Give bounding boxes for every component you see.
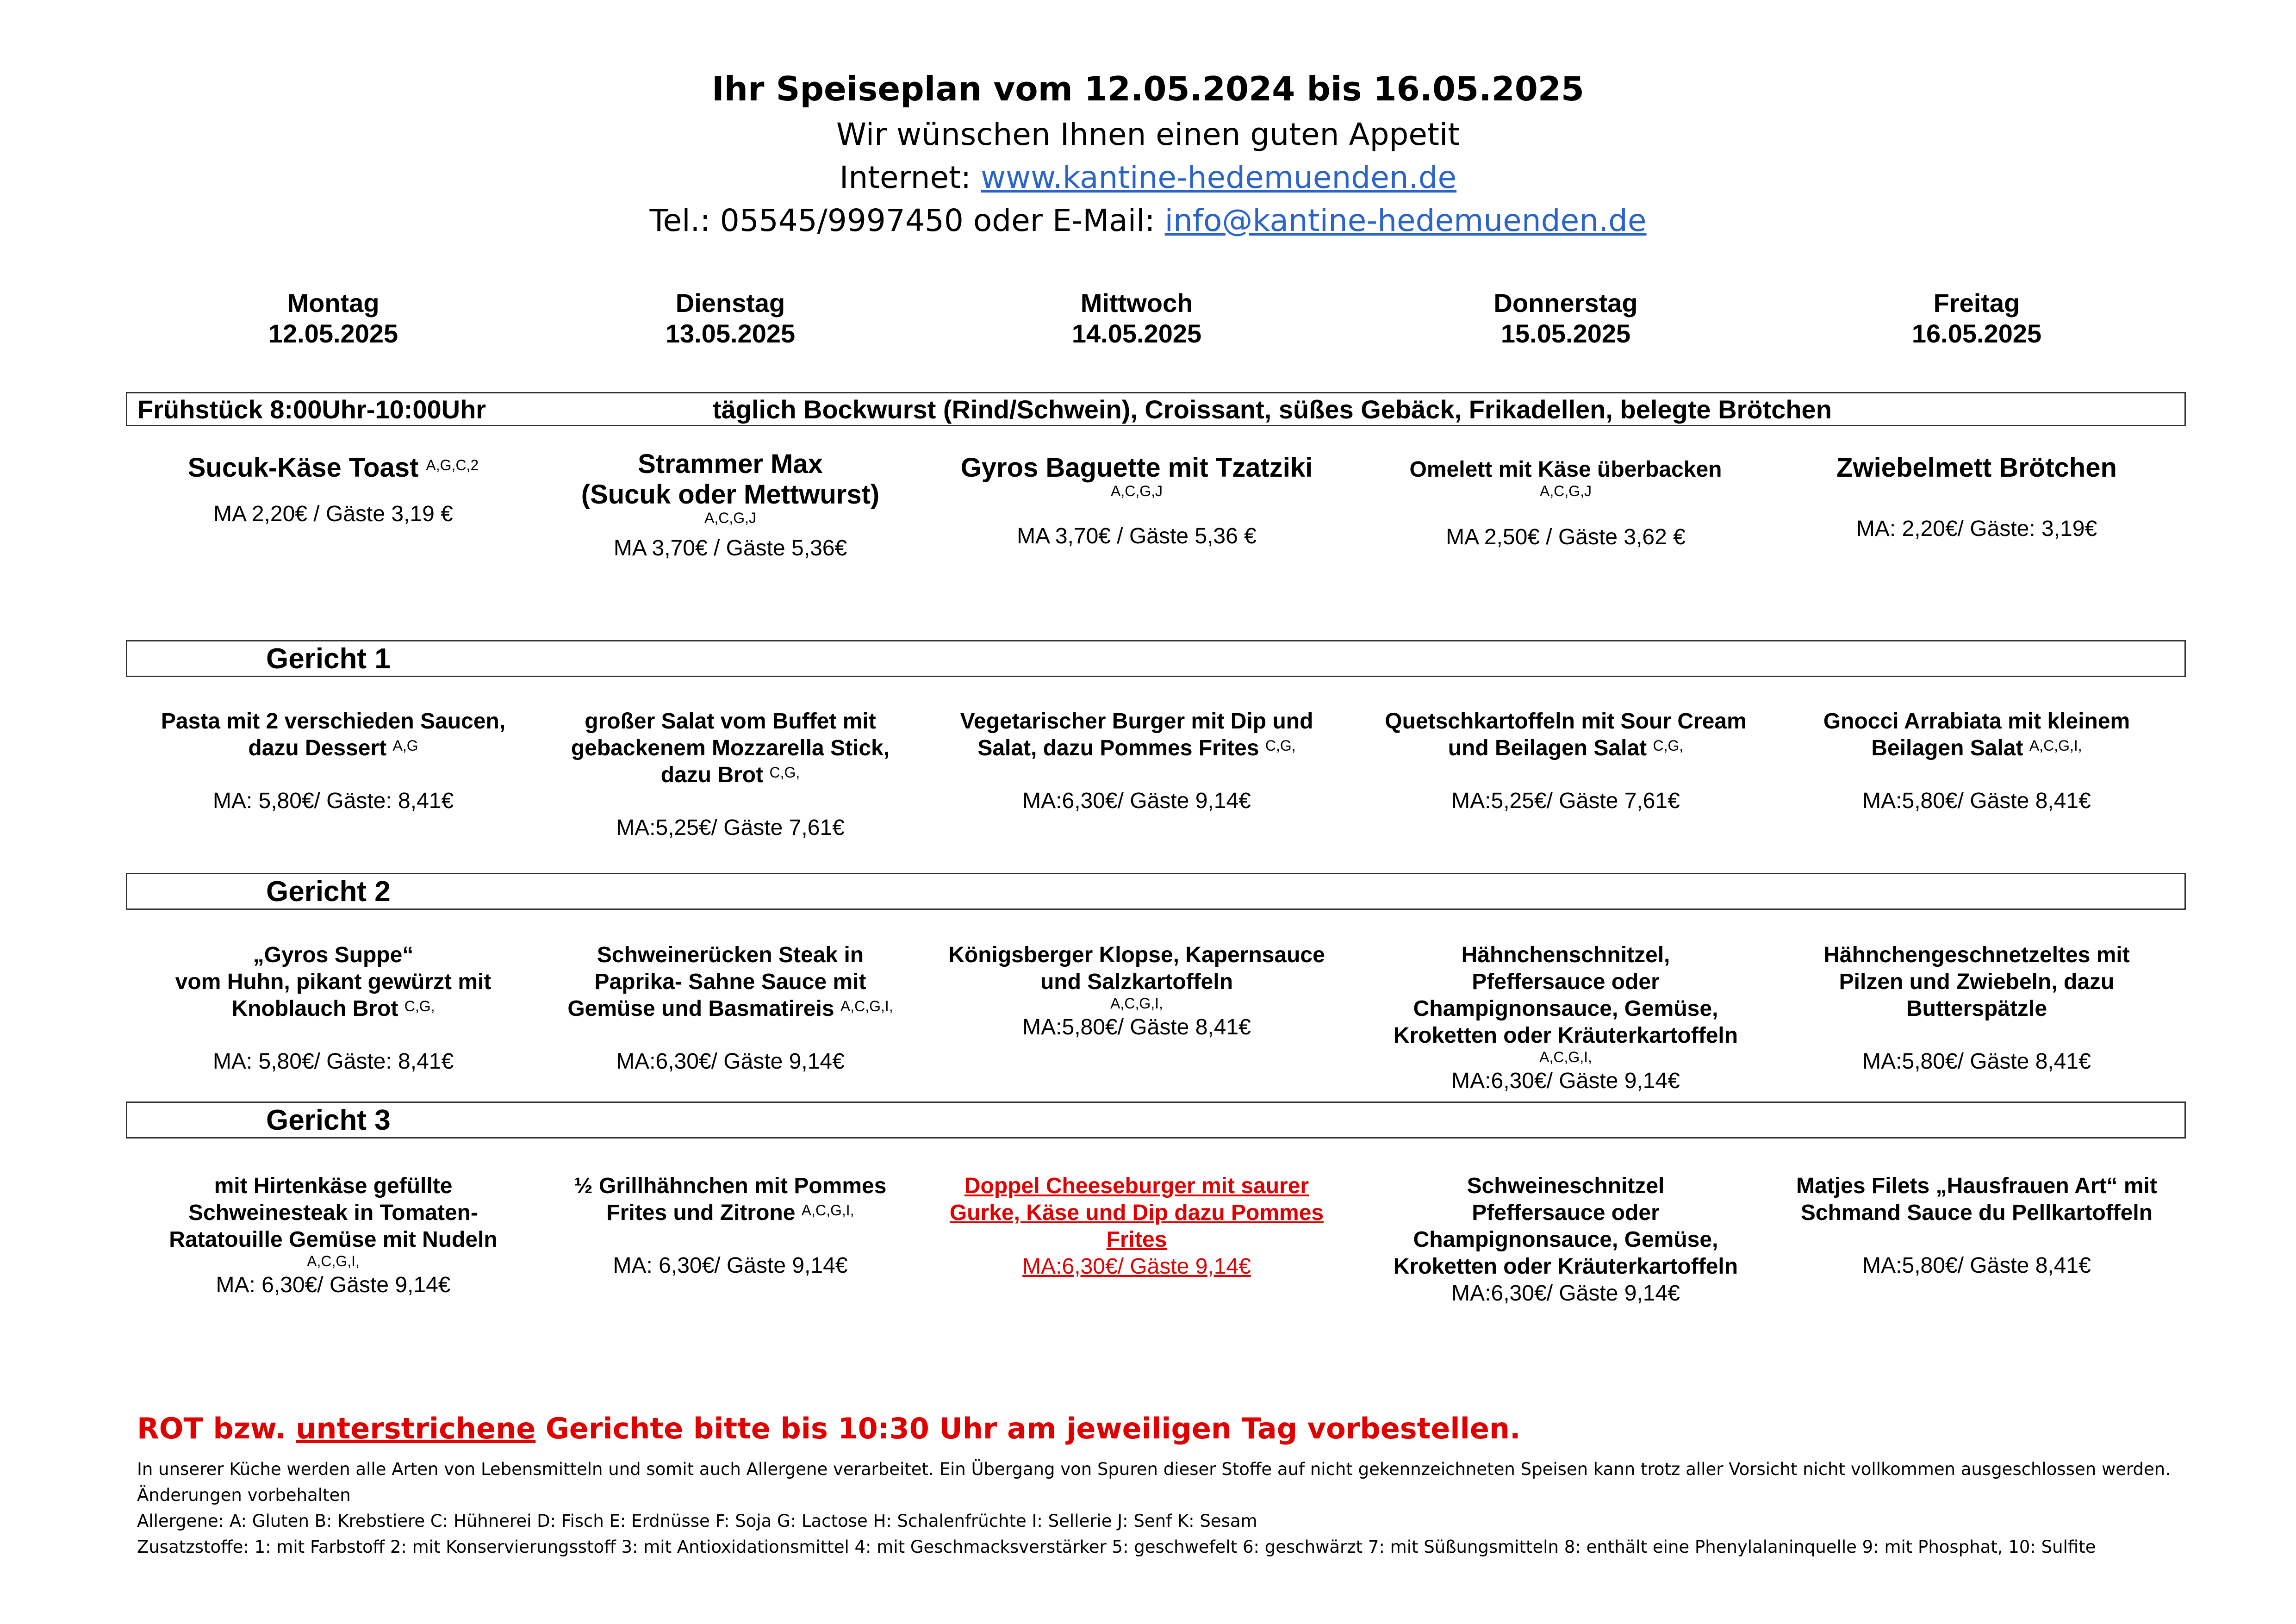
dish-line: Kroketten oder Kräuterkartoffeln bbox=[1393, 1254, 1738, 1279]
dish-line: und Beilagen Salat $^{C,G,}$ bbox=[1448, 736, 1684, 760]
breakfast-bar bbox=[126, 392, 2186, 426]
subtitle: Wir wünschen Ihnen einen guten Appetit bbox=[836, 117, 1460, 152]
dish-line: Matjes Filets „Hausfrauen Art“ mit bbox=[1796, 1174, 2157, 1198]
dish-name: Strammer Max bbox=[638, 449, 823, 479]
dish-line: Doppel Cheeseburger mit saurer bbox=[964, 1174, 1309, 1198]
contact-label: Tel.: 05545/9997450 oder E-Mail: bbox=[649, 203, 1165, 238]
dish-line: Frites und Zitrone $^{A,C,G,I,}$ bbox=[606, 1201, 854, 1225]
dish-line: Pfeffersauce oder bbox=[1472, 1201, 1660, 1225]
day-date: 13.05.2025 bbox=[665, 319, 796, 348]
dish-line: Hähnchenschnitzel, bbox=[1461, 943, 1670, 967]
dish-line: Knoblauch Brot $^{C,G,}$ bbox=[231, 996, 435, 1021]
changes-notice: Änderungen vorbehalten bbox=[137, 1485, 351, 1505]
price: MA: 2,20€/ Gäste: 3,19€ bbox=[1856, 516, 2097, 541]
day-name: Donnerstag bbox=[1493, 288, 1638, 317]
price: MA:5,80€/ Gäste 8,41€ bbox=[1862, 1253, 2091, 1278]
dish-line: Schmand Sauce du Pellkartoffeln bbox=[1800, 1201, 2153, 1225]
dish-line: Ratatouille Gemüse mit Nudeln bbox=[169, 1227, 498, 1252]
dish-name-line2: (Sucuk oder Mettwurst) bbox=[581, 479, 880, 510]
allergen-codes: A,C,G,J bbox=[704, 510, 756, 526]
price: MA: 5,80€/ Gäste: 8,41€ bbox=[212, 789, 454, 813]
gericht-3-mittwoch-preorder bbox=[938, 1173, 1336, 1280]
dish-line: und Salzkartoffeln bbox=[1040, 970, 1233, 994]
dish-line: Kroketten oder Kräuterkartoffeln bbox=[1393, 1023, 1738, 1048]
breakfast-item-freitag bbox=[1778, 453, 2176, 542]
dish-line: Salat, dazu Pommes Frites $^{C,G,}$ bbox=[977, 736, 1296, 760]
price: MA: 6,30€/ Gäste 9,14€ bbox=[216, 1273, 451, 1297]
gericht-3-dienstag bbox=[531, 1173, 929, 1279]
breakfast-item-montag bbox=[134, 453, 532, 528]
dish-line: Quetschkartoffeln mit Sour Cream bbox=[1385, 709, 1747, 734]
gericht-1-freitag bbox=[1778, 708, 2176, 815]
breakfast-label: Frühstück 8:00Uhr-10:00Uhr bbox=[137, 395, 486, 424]
dish-line: Frites bbox=[1106, 1227, 1167, 1252]
gericht-1-bar bbox=[126, 640, 2186, 677]
gericht-3-bar bbox=[126, 1101, 2186, 1139]
gericht-2-label: Gericht 2 bbox=[266, 876, 391, 908]
gericht-3-donnerstag bbox=[1367, 1173, 1765, 1307]
price: MA:5,80€/ Gäste 8,41€ bbox=[1862, 789, 2091, 813]
gericht-3-montag bbox=[134, 1173, 532, 1299]
price: MA:5,80€/ Gäste 8,41€ bbox=[1862, 1049, 2091, 1074]
email-link[interactable]: info@kantine-hedemuenden.de bbox=[1164, 203, 1647, 238]
gericht-3-label: Gericht 3 bbox=[266, 1104, 391, 1136]
allergen-disclaimer: In unserer Küche werden alle Arten von Lebensmitteln und somit auch Allergene verarbeitet. Ein Übergang von Spuren dieser Stoffe auf nicht gekennzeichneten Speisen kann trotz aller Vorsicht nicht vollkommen ausgeschlossen werden. bbox=[137, 1459, 2171, 1479]
day-header-donnerstag bbox=[1367, 288, 1765, 349]
price: MA:5,25€/ Gäste 7,61€ bbox=[616, 815, 845, 840]
contact-line bbox=[0, 203, 2296, 238]
day-header-freitag bbox=[1778, 288, 2176, 349]
dish-line: „Gyros Suppe“ bbox=[253, 943, 414, 967]
price: MA:6,30€/ Gäste 9,14€ bbox=[1022, 1254, 1251, 1279]
breakfast-item-donnerstag bbox=[1367, 456, 1765, 551]
breakfast-item-mittwoch bbox=[938, 453, 1336, 550]
allergen-codes: A,G bbox=[392, 737, 418, 754]
day-header-montag bbox=[134, 288, 532, 349]
dish-line: Pfeffersauce oder bbox=[1472, 970, 1660, 994]
gericht-3-freitag bbox=[1778, 1173, 2176, 1279]
gericht-2-mittwoch bbox=[938, 942, 1336, 1041]
dish-line: Hähnchengeschnetzeltes mit bbox=[1823, 943, 2130, 967]
dish-line: ½ Grillhähnchen mit Pommes bbox=[574, 1174, 887, 1198]
allergen-codes: A,C,G,I, bbox=[1110, 995, 1163, 1012]
day-name: Mittwoch bbox=[1080, 288, 1193, 317]
dish-line: Vegetarischer Burger mit Dip und bbox=[960, 709, 1313, 734]
preorder-underlined: unterstrichene bbox=[296, 1412, 536, 1445]
additives-legend: Zusatzstoffe: 1: mit Farbstoff 2: mit Konservierungsstoff 3: mit Antioxidationsmittel 4: mit Geschmacksverstärker 5: geschwefelt 6: geschwärzt 7: mit Süßungsmitteln 8: enthält eine Phenylalaninquelle 9: mit Phosphat, 10: Sulfite bbox=[137, 1537, 2096, 1557]
dish-line: großer Salat vom Buffet mit bbox=[585, 709, 876, 734]
dish-line: Champignonsauce, Gemüse, bbox=[1413, 1227, 1718, 1252]
breakfast-text: täglich Bockwurst (Rind/Schwein), Croissant, süßes Gebäck, Frikadellen, belegte Brötchen bbox=[713, 395, 1832, 424]
dish-line: gebackenem Mozzarella Stick, bbox=[571, 736, 890, 760]
day-date: 15.05.2025 bbox=[1500, 319, 1631, 348]
allergen-codes: C,G, bbox=[769, 764, 800, 781]
gericht-1-donnerstag bbox=[1367, 708, 1765, 815]
price: MA:6,30€/ Gäste 9,14€ bbox=[1022, 789, 1251, 813]
price: MA:6,30€/ Gäste 9,14€ bbox=[1451, 1281, 1680, 1306]
allergen-codes: A,C,G,I, bbox=[801, 1202, 854, 1219]
dish-line: dazu Brot $^{C,G,}$ bbox=[660, 763, 800, 787]
dish-name: Zwiebelmett Brötchen bbox=[1836, 453, 2117, 483]
day-date: 16.05.2025 bbox=[1911, 319, 2042, 348]
price: MA 2,20€ / Gäste 3,19 € bbox=[213, 502, 453, 526]
allergen-codes: A,C,G,J bbox=[1539, 483, 1592, 499]
dish-line: Paprika- Sahne Sauce mit bbox=[594, 970, 866, 994]
allergen-codes: A,C,G,I, bbox=[2029, 737, 2082, 754]
price: MA: 6,30€/ Gäste 9,14€ bbox=[613, 1253, 848, 1278]
dish-line: Butterspätzle bbox=[1906, 996, 2047, 1021]
dish-name: Sucuk-Käse Toast $^{A,G,C,2}$ bbox=[187, 453, 479, 483]
dish-line: Schweineschnitzel bbox=[1467, 1174, 1665, 1198]
dish-line: Königsberger Klopse, Kapernsauce bbox=[948, 943, 1325, 967]
dish-line: Gemüse und Basmatireis $^{A,C,G,I,}$ bbox=[567, 996, 893, 1021]
day-name: Dienstag bbox=[675, 288, 785, 317]
allergen-codes: A,C,G,I, bbox=[1539, 1049, 1592, 1065]
price: MA 3,70€ / Gäste 5,36€ bbox=[613, 536, 847, 560]
website-link[interactable]: www.kantine-hedemuenden.de bbox=[981, 160, 1457, 195]
dish-line: Gnocci Arrabiata mit kleinem bbox=[1823, 709, 2130, 734]
gericht-2-freitag bbox=[1778, 942, 2176, 1075]
dish-line: mit Hirtenkäse gefüllte bbox=[214, 1174, 453, 1198]
dish-line: Schweinerücken Steak in bbox=[597, 943, 864, 967]
dish-line: Gurke, Käse und Dip dazu Pommes bbox=[949, 1201, 1324, 1225]
allergen-codes: A,G,C,2 bbox=[426, 457, 479, 473]
gericht-1-dienstag bbox=[531, 708, 929, 841]
price: MA:6,30€/ Gäste 9,14€ bbox=[616, 1049, 845, 1074]
gericht-2-montag bbox=[134, 942, 532, 1075]
price: MA:5,25€/ Gäste 7,61€ bbox=[1451, 789, 1680, 813]
day-header-mittwoch bbox=[938, 288, 1336, 349]
day-header-dienstag bbox=[531, 288, 929, 349]
dish-line: vom Huhn, pikant gewürzt mit bbox=[175, 970, 492, 994]
allergen-codes: C,G, bbox=[1265, 737, 1296, 754]
gericht-2-dienstag bbox=[531, 942, 929, 1075]
price: MA: 5,80€/ Gäste: 8,41€ bbox=[212, 1049, 454, 1074]
dish-line: Pasta mit 2 verschieden Saucen, bbox=[161, 709, 506, 734]
page-title: Ihr Speiseplan vom 12.05.2024 bis 16.05.2025 bbox=[711, 69, 1584, 108]
day-name: Montag bbox=[287, 288, 380, 317]
internet-line bbox=[0, 160, 2296, 195]
dish-line: Pilzen und Zwiebeln, dazu bbox=[1839, 970, 2115, 994]
breakfast-item-dienstag bbox=[531, 449, 929, 562]
dish-line: dazu Dessert $^{A,G}$ bbox=[248, 736, 418, 760]
allergen-codes: A,C,G,I, bbox=[307, 1253, 360, 1269]
allergen-legend: Allergene: A: Gluten B: Krebstiere C: Hühnerei D: Fisch E: Erdnüsse F: Soja G: Lactose H: Schalenfrüchte I: Sellerie J: Senf K: Sesam bbox=[137, 1511, 1257, 1531]
day-name: Freitag bbox=[1933, 288, 2020, 317]
gericht-2-bar bbox=[126, 873, 2186, 910]
gericht-1-montag bbox=[134, 708, 532, 815]
preorder-notice: ROT bzw. unterstrichene Gerichte bitte bis 10:30 Uhr am jeweiligen Tag vorbestellen. bbox=[137, 1412, 1521, 1445]
internet-label: Internet: bbox=[839, 160, 981, 195]
price: MA 2,50€ / Gäste 3,62 € bbox=[1446, 525, 1686, 549]
allergen-codes: A,C,G,I, bbox=[840, 998, 893, 1014]
day-date: 14.05.2025 bbox=[1071, 319, 1202, 348]
dish-name: Omelett mit Käse überbacken bbox=[1409, 457, 1722, 482]
allergen-codes: A,C,G,J bbox=[1110, 483, 1163, 499]
price: MA:5,80€/ Gäste 8,41€ bbox=[1022, 1015, 1251, 1039]
gericht-1-mittwoch bbox=[938, 708, 1336, 815]
price: MA 3,70€ / Gäste 5,36 € bbox=[1017, 524, 1257, 548]
day-date: 12.05.2025 bbox=[268, 319, 398, 348]
dish-line: Beilagen Salat $^{A,C,G,I,}$ bbox=[1871, 736, 2082, 760]
dish-line: Champignonsauce, Gemüse, bbox=[1413, 996, 1718, 1021]
allergen-codes: C,G, bbox=[404, 998, 435, 1014]
allergen-codes: C,G, bbox=[1653, 737, 1684, 754]
dish-name: Gyros Baguette mit Tzatziki bbox=[960, 453, 1313, 483]
gericht-1-label: Gericht 1 bbox=[266, 643, 391, 675]
dish-line: Schweinesteak in Tomaten- bbox=[188, 1201, 478, 1225]
price: MA:6,30€/ Gäste 9,14€ bbox=[1451, 1069, 1680, 1093]
gericht-2-donnerstag bbox=[1367, 942, 1765, 1095]
